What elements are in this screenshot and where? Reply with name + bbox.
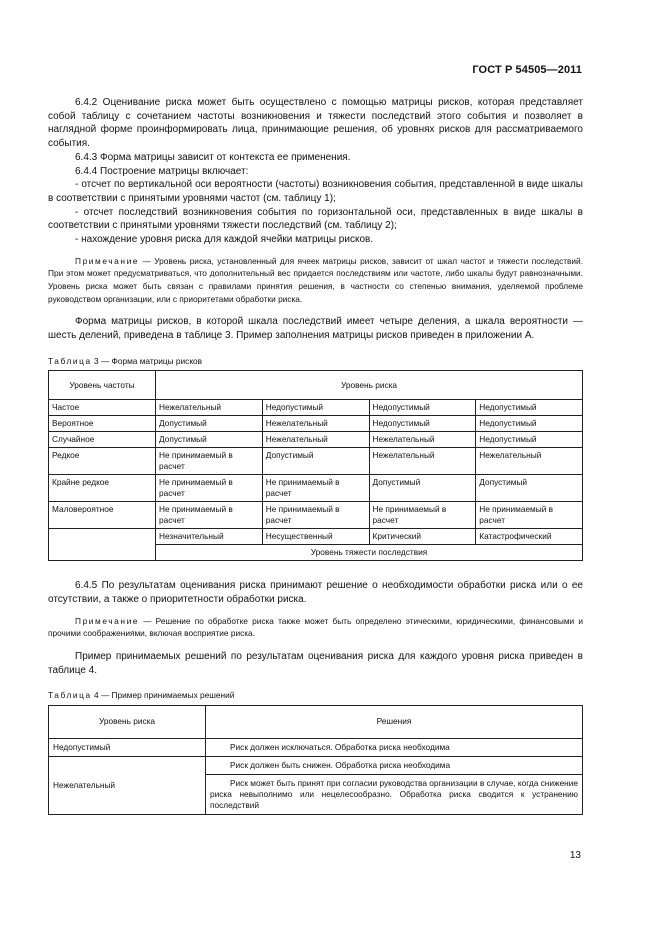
paragraph-6-4-5: 6.4.5 По результатам оценивания риска принимают решение о необходимости обработки риска или о ее отсутствии, а также о приоритетности обработки риска. bbox=[48, 580, 583, 605]
risk-cell: Нежелательный bbox=[369, 432, 476, 448]
risk-level-header: Уровень риска bbox=[156, 371, 583, 400]
risk-cell: Нежелательный bbox=[262, 432, 369, 448]
table-row bbox=[49, 738, 583, 756]
table-3-header-row bbox=[49, 371, 583, 400]
paragraph-6-4-2: 6.4.2 Оценивание риска может быть осуществлено с помощью матрицы рисков, которая представляет собой таблицу с сочетанием частоты возникновения и тяжести последствий этого события и позволяет в наглядной форме проинформировать лица, принимающие решения, об уровнях рисков для рассматриваемого события. bbox=[48, 97, 583, 150]
decisions-col-header: Решения bbox=[206, 705, 583, 738]
freq-cell: Случайное bbox=[49, 432, 156, 448]
risk-level-cell: Нежелательный bbox=[49, 756, 206, 814]
risk-cell: Не принимаемый в расчет bbox=[156, 448, 263, 475]
freq-cell: Редкое bbox=[49, 448, 156, 475]
risk-cell: Не принимаемый в расчет bbox=[262, 475, 369, 502]
table-row bbox=[49, 756, 583, 774]
table-row bbox=[49, 448, 583, 475]
risk-level-cell: Недопустимый bbox=[49, 738, 206, 756]
severity-cell: Критический bbox=[369, 529, 476, 545]
severity-row bbox=[49, 529, 583, 545]
page-number: 13 bbox=[569, 850, 581, 861]
risk-cell: Допустимый bbox=[156, 432, 263, 448]
risk-level-col-header: Уровень риска bbox=[49, 705, 206, 738]
table-row bbox=[49, 400, 583, 416]
decisions-table bbox=[48, 705, 583, 815]
risk-cell: Недопустимый bbox=[262, 400, 369, 416]
standard-header: ГОСТ Р 54505—2011 bbox=[472, 64, 582, 76]
paragraph-6-4-3: 6.4.3 Форма матрицы зависит от контекста ее применения. bbox=[75, 151, 351, 163]
table-row bbox=[49, 475, 583, 502]
risk-cell: Не принимаемый в расчет bbox=[156, 475, 263, 502]
risk-cell: Допустимый bbox=[369, 475, 476, 502]
note-1 bbox=[48, 255, 583, 305]
decision-cell: Риск должен быть снижен. Обработка риска необходима bbox=[206, 756, 583, 774]
risk-cell: Недопустимый bbox=[369, 400, 476, 416]
table-row bbox=[49, 416, 583, 432]
bullet-vertical-axis: - отсчет по вертикальной оси вероятности (частоты) возникновения события, представленной в виде шкалы в соответствии с принятыми уровнями частот (см. таблицу 1); bbox=[48, 179, 583, 204]
freq-cell: Маловероятное bbox=[49, 502, 156, 529]
table-4-caption-text: 4 — Пример принимаемых решений bbox=[91, 690, 235, 701]
risk-cell: Нежелательный bbox=[369, 448, 476, 475]
risk-cell: Не принимаемый в расчет bbox=[156, 502, 263, 529]
decision-cell: Риск может быть принят при согласии руководства организации в случае, когда снижение риска невыполнимо или нецелесообразно. Обработка риска сводится к устранению последствий bbox=[206, 774, 583, 814]
risk-cell: Нежелательный bbox=[156, 400, 263, 416]
risk-cell: Допустимый bbox=[476, 475, 583, 502]
note-2-label: Примечание bbox=[75, 615, 140, 626]
risk-cell: Недопустимый bbox=[476, 432, 583, 448]
table-3-caption-text: 3 — Форма матрицы рисков bbox=[91, 355, 203, 366]
freq-level-header: Уровень частоты bbox=[49, 371, 156, 400]
risk-cell: Нежелательный bbox=[262, 416, 369, 432]
note-2-text: — Решение по обработке риска также может быть определено этическими, юридическими, финансовыми и прочими соображениями, включая восприятие риска. bbox=[48, 615, 583, 639]
risk-cell: Не принимаемый в расчет bbox=[369, 502, 476, 529]
table-4-header-row bbox=[49, 705, 583, 738]
table-3-caption bbox=[48, 355, 583, 369]
risk-cell: Недопустимый bbox=[476, 416, 583, 432]
paragraph-matrix-form: Форма матрицы рисков, в которой шкала последствий имеет четыре деления, а шкала вероятности — шесть делений, приведена в таблице 3. Пример заполнения матрицы рисков приведен в приложении А. bbox=[48, 316, 583, 341]
freq-cell: Крайне редкое bbox=[49, 475, 156, 502]
severity-level-header: Уровень тяжести последствия bbox=[156, 545, 583, 561]
document-body bbox=[48, 96, 583, 815]
freq-cell: Частое bbox=[49, 400, 156, 416]
severity-cell: Несущественный bbox=[262, 529, 369, 545]
table-4-caption-label: Таблица bbox=[48, 690, 92, 701]
severity-cell: Катастрофический bbox=[476, 529, 583, 545]
risk-cell: Допустимый bbox=[262, 448, 369, 475]
note-1-text: — Уровень риска, установленный для ячеек матрицы рисков, зависит от шкал частот и тяжести последствий. При этом может предусматриваться, что дополнительный вес придается последствиям или частоте, либо шкалы будут равнозначными. Уровень риска может быть связан с правилами принятия решения, в частности со степенью внимания, уделяемой проблеме руководством организации, или с приоритетами обработки риска. bbox=[48, 255, 583, 304]
table-4-caption bbox=[48, 689, 583, 703]
risk-cell: Недопустимый bbox=[369, 416, 476, 432]
bullet-horizontal-axis: - отсчет последствий возникновения события по горизонтальной оси, представленных в виде шкалы в соответствии с принятыми уровнями тяжести последствий (см. таблицу 2); bbox=[48, 206, 583, 232]
empty-corner-cell bbox=[49, 529, 156, 561]
table-row bbox=[49, 502, 583, 529]
table-3-caption-label: Таблица bbox=[48, 355, 92, 366]
risk-cell: Нежелательный bbox=[476, 448, 583, 475]
paragraph-decisions-example: Пример принимаемых решений по результатам оценивания риска для каждого уровня риска приведен в таблице 4. bbox=[48, 650, 583, 676]
note-2 bbox=[48, 615, 583, 640]
note-1-label: Примечание bbox=[75, 255, 140, 266]
freq-cell: Вероятное bbox=[49, 416, 156, 432]
risk-matrix-table bbox=[48, 370, 583, 561]
bullet-risk-level: - нахождение уровня риска для каждой ячейки матрицы рисков. bbox=[75, 234, 374, 246]
severity-cell: Незначительный bbox=[156, 529, 263, 545]
table-row bbox=[49, 432, 583, 448]
paragraph-6-4-4: 6.4.4 Построение матрицы включает: bbox=[75, 165, 249, 177]
risk-cell: Допустимый bbox=[156, 416, 263, 432]
decision-cell: Риск должен исключаться. Обработка риска необходима bbox=[206, 738, 583, 756]
risk-cell: Не принимаемый в расчет bbox=[262, 502, 369, 529]
risk-cell: Не принимаемый в расчет bbox=[476, 502, 583, 529]
risk-cell: Недопустимый bbox=[476, 400, 583, 416]
